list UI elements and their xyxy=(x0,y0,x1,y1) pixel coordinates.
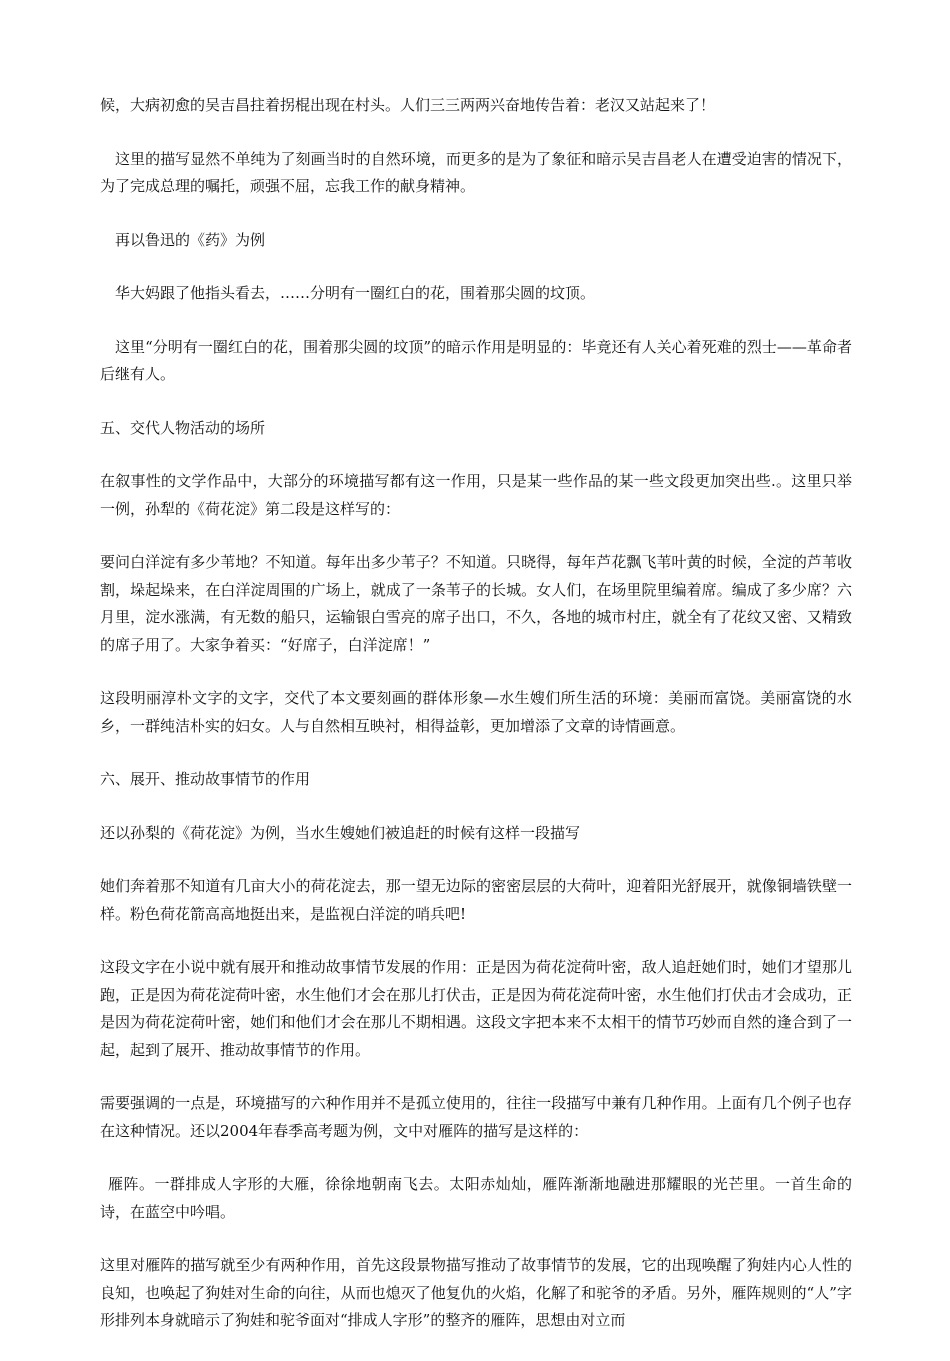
paragraph-5: 这里“分明有一圈红白的花，围着那尖圆的坟顶”的暗示作用是明显的：毕竟还有人关心着死难的烈士——革命者后继有人。 xyxy=(100,337,852,383)
paragraph-12: 需要强调的一点是，环境描写的六种作用并不是孤立使用的，往往一段描写中兼有几种作用。上面有几个例子也存在这种情况。还以2004年春季高考题为例，文中对雁阵的描写是这样的： xyxy=(100,1094,852,1140)
paragraph-11: 这段文字在小说中就有展开和推动故事情节发展的作用：正是因为荷花淀荷叶密，敌人追赶她们时，她们才望那儿跑，正是因为荷花淀荷叶密，水生他们才会在那儿打伏击，正是因为荷花淀荷叶密，水生他们打伏击才会成功，正是因为荷花淀荷叶密，她们和他们才会在那儿不期相遇。这段文字把本来不太相干的情节巧妙而自然的逢合到了一起，起到了展开、推动故事情节的作用。 xyxy=(100,958,852,1059)
paragraph-4: 华大妈跟了他指头看去，……分明有一圈红白的花，围着那尖圆的坟顶。 xyxy=(115,284,596,302)
paragraph-14: 这里对雁阵的描写就至少有两种作用，首先这段景物描写推动了故事情节的发展，它的出现唤醒了狗娃内心人性的良知，也唤起了狗娃对生命的向往，从而也熄灭了他复仇的火焰，化解了和驼爷的矛盾。另外，雁阵规则的“人”字形排列本身就暗示了狗娃和驼爷面对“排成人字形”的整齐的雁阵，思想由对立而 xyxy=(100,1256,852,1329)
paragraph-13: 雁阵。一群排成人字形的大雁，徐徐地朝南飞去。太阳赤灿灿，雁阵渐渐地融进那耀眼的光芒里。一首生命的诗，在蓝空中吟唱。 xyxy=(100,1175,852,1221)
paragraph-6: 在叙事性的文学作品中，大部分的环境描写都有这一作用，只是某一些作品的某一些文段更加突出些.。这里只举一例，孙犁的《荷花淀》第二段是这样写的： xyxy=(100,472,852,518)
section-heading-6: 六、展开、推动故事情节的作用 xyxy=(100,770,311,788)
section-heading-5: 五、交代人物活动的场所 xyxy=(100,418,266,437)
paragraph-8: 这段明丽淳朴文字的文字，交代了本文要刻画的群体形象—水生嫂们所生活的环境：美丽而富饶。美丽富饶的水乡，一群纯洁朴实的妇女。人与自然相互映衬，相得益彰，更加增添了文章的诗情画意。 xyxy=(100,689,852,735)
paragraph-2: 这里的描写显然不单纯为了刻画当时的自然环境，而更多的是为了象征和暗示吴吉昌老人在遭受迫害的情况下，为了完成总理的嘱托，顽强不屈，忘我工作的献身精神。 xyxy=(100,149,852,195)
paragraph-9: 还以孙梨的《荷花淀》为例，当水生嫂她们被追赶的时候有这样一段描写 xyxy=(100,823,581,842)
document-page xyxy=(100,92,852,1361)
paragraph-10: 她们奔着那不知道有几亩大小的荷花淀去，那一望无边际的密密层层的大荷叶，迎着阳光舒展开，就像铜墙铁壁一样。粉色荷花箭高高地挺出来，是监视白洋淀的哨兵吧! xyxy=(100,877,852,923)
paragraph-1: 候，大病初愈的吴吉昌拄着拐棍出现在村头。人们三三两两兴奋地传告着：老汉又站起来了！ xyxy=(100,96,716,114)
paragraph-3: 再以鲁迅的《药》为例 xyxy=(115,230,266,249)
paragraph-7: 要问白洋淀有多少苇地？不知道。每年出多少苇子？不知道。只晓得，每年芦花飘飞苇叶黄的时候，全淀的芦苇收割，垛起垛来，在白洋淀周围的广场上，就成了一条苇子的长城。女人们，在场里院里编着席。编成了多少席？六月里，淀水涨满，有无数的船只，运输银白雪亮的席子出口，不久，各地的城市村庄，就全有了花纹又密、又精致的席子用了。大家争着买：“好席子，白洋淀席！” xyxy=(100,553,852,654)
